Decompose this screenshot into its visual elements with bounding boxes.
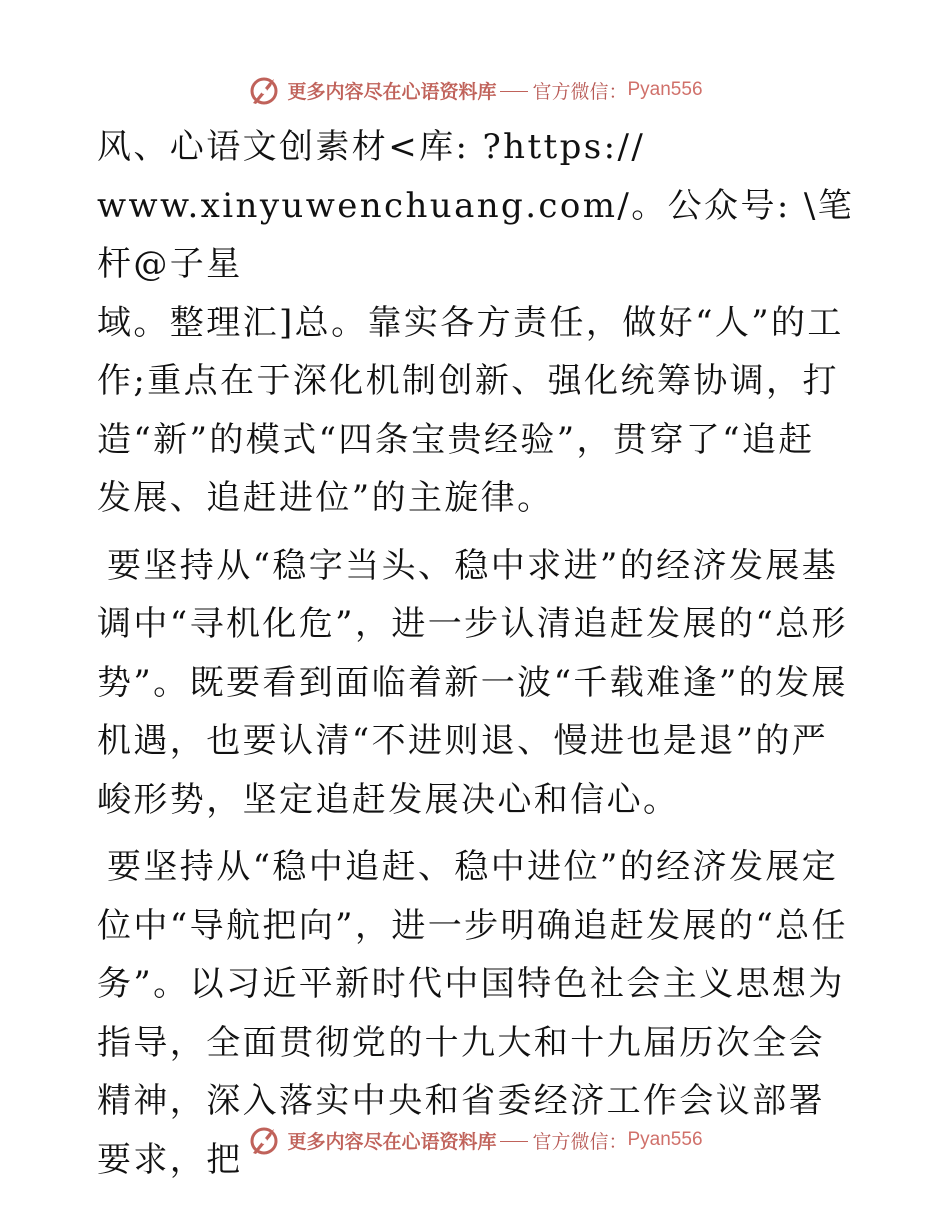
watermark-title: 更多内容尽在心语资料库 xyxy=(287,80,497,103)
paragraph-1 xyxy=(97,118,857,528)
header-watermark xyxy=(0,70,950,110)
paragraph-2: 要坚持从“稳字当头、稳中求进”的经济发展基调中“寻机化危”，进一步认清追赶发展的“总形势”。既要看到面临着新一波“千载难逢”的发展机遇，也要认清“不进则退、慢进也是退”的严峻形势，坚定追赶发展决心和信心。 xyxy=(97,545,848,820)
watermark-title: 更多内容尽在心语资料库 xyxy=(287,1130,497,1153)
text-line: 发展、追赶进位”的主旋律。 xyxy=(97,478,554,518)
watermark-wechat-label: 官方微信： xyxy=(532,1130,628,1153)
text-line: www.xinyuwenchuang.com/。公众号: \笔杆@子星 xyxy=(97,185,855,284)
text-line: 作;重点在于深化机制创新、强化统筹协调，打 xyxy=(97,361,839,401)
text-line: 风、心语文创素材<库: ?https:// xyxy=(97,127,646,167)
text-line: 域。整理汇]总。靠实各方责任，做好“人”的工 xyxy=(97,302,844,343)
text-line: 造“新”的模式“四条宝贵经验”，贯穿了“追赶 xyxy=(97,419,815,460)
watermark-dash xyxy=(500,91,528,92)
paragraph-3: 要坚持从“稳中追赶、稳中进位”的经济发展定位中“导航把向”，进一步明确追赶发展的“总任务”。以习近平新时代中国特色社会主义思想为指导，全面贯彻党的十九大和十九届历次全会精神，深入落实中央和省委经济工作会议部署要求，把 xyxy=(97,847,848,1180)
watermark-dash xyxy=(500,1141,528,1142)
watermark-wechat-id: Pyan556 xyxy=(627,1129,703,1150)
pen-circle-logo-icon xyxy=(247,1123,281,1157)
footer-watermark xyxy=(0,1120,950,1160)
pen-circle-logo-icon xyxy=(247,73,281,107)
watermark-wechat-label: 官方微信： xyxy=(532,80,628,103)
watermark-wechat-id: Pyan556 xyxy=(627,79,703,100)
document-body xyxy=(97,118,857,1189)
